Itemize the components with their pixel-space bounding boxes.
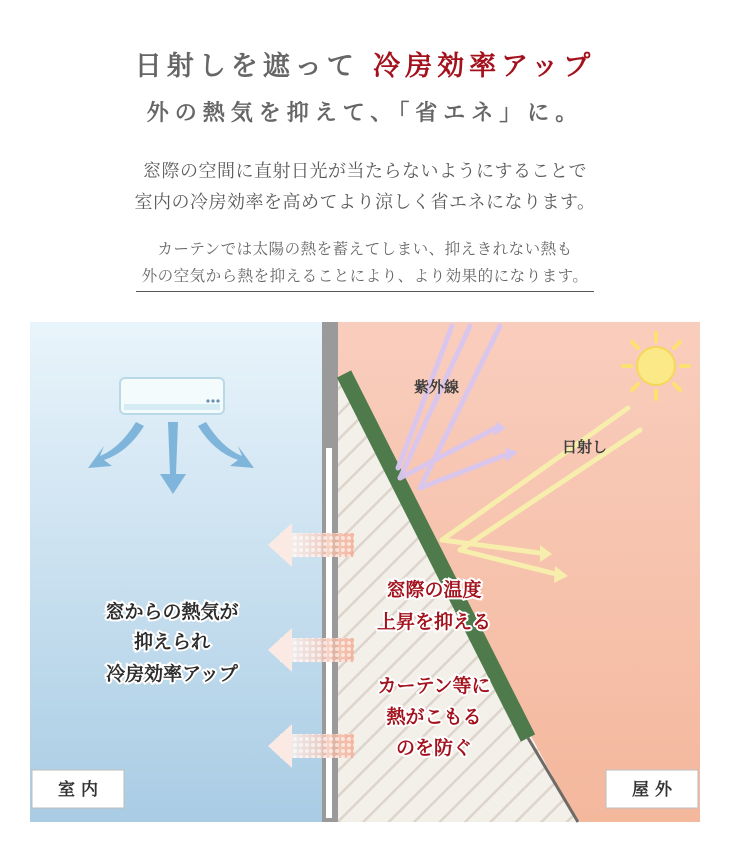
air-conditioner-icon [120, 378, 224, 414]
body-text [0, 156, 730, 218]
effect-caption-2-line-2: 熱がこもる [386, 706, 482, 728]
outdoor-tag: 屋 外 [632, 780, 672, 800]
indoor-caption-line-3: 冷房効率アップ [106, 663, 238, 685]
headline [0, 44, 730, 83]
window-glass [326, 448, 332, 818]
subhead: 外の熱気を抑えて、「省エネ」に。 [146, 101, 584, 126]
body-line-2: 室内の冷房効率を高めてより涼しく省エネになります。 [134, 192, 596, 213]
indoor-tag: 室 内 [58, 780, 98, 800]
sun-icon [623, 333, 689, 399]
indoor-caption-line-1: 窓からの熱気が [105, 601, 239, 623]
headline-lead: 日射しを遮って [134, 51, 359, 82]
indoor-caption-line-2: 抑えられ [133, 631, 211, 653]
effect-caption-2-line-3: のを防ぐ [395, 737, 473, 759]
sunlight-label: 日射し [562, 438, 608, 456]
note-line-1: カーテンでは太陽の熱を蓄えてしまい、抑えきれない熱も [157, 240, 573, 258]
uv-label: 紫外線 [414, 378, 460, 396]
note [0, 236, 730, 292]
headline-accent: 冷房効率アップ [373, 51, 596, 82]
body-line-1: 窓際の空間に直射日光が当たらないようにすることで [143, 161, 587, 182]
effect-caption-2-line-1: カーテン等に [377, 675, 491, 697]
note-line-2: 外の空気から熱を抑えることにより、より効果的になります。 [136, 263, 595, 292]
effect-caption-1-line-1: 窓際の温度 [386, 579, 482, 601]
awning-diagram [0, 318, 730, 850]
effect-caption-1-line-2: 上昇を抑える [376, 611, 492, 633]
